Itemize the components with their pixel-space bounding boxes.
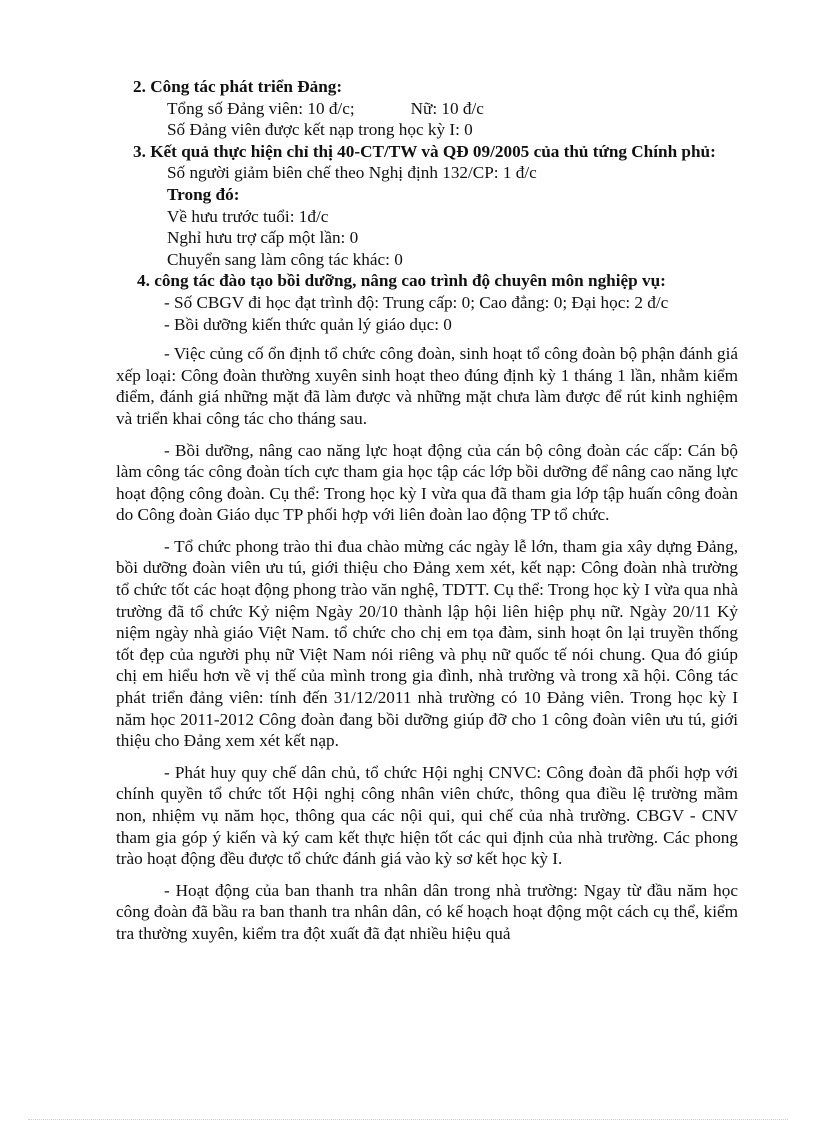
admitted-members: Số Đảng viên được kết nạp trong học kỳ I: 0 bbox=[167, 120, 473, 140]
page-bottom-divider bbox=[28, 1119, 788, 1120]
study-level: - Số CBGV đi học đạt trình độ: Trung cấp: 0; Cao đẳng: 0; Đại học: 2 đ/c bbox=[164, 292, 669, 312]
document-page bbox=[116, 76, 738, 945]
reduced-staff: Số người giảm biên chế theo Nghị định 132/CP: 1 đ/c bbox=[167, 163, 537, 183]
early-retirement: Về hưu trước tuổi: 1đ/c bbox=[167, 206, 329, 226]
management-training: - Bồi dưỡng kiến thức quản lý giáo dục: 0 bbox=[164, 314, 452, 334]
paragraph-union-organization: - Việc củng cố ổn định tổ chức công đoàn, sinh hoạt tổ công đoàn bộ phận đánh giá xếp loại: Công đoàn thường xuyên sinh hoạt theo đúng định kỳ 1 tháng 1 lần, nhằm kiểm điểm, đánh giá những mặt đã làm được và những mặt chưa làm được để rút kinh nghiệm và triển khai công tác cho tháng sau. bbox=[116, 344, 738, 428]
paragraph-people-inspection: - Hoạt động của ban thanh tra nhân dân trong nhà trường: Ngay từ đầu năm học công đoàn đã bầu ra ban thanh tra nhân dân, có kế hoạch hoạt động một cách cụ thể, kiểm tra thường xuyên, kiểm tra đột xuất đã đạt nhiều hiệu quả bbox=[116, 880, 738, 943]
paragraph-democracy-regulation: - Phát huy quy chế dân chủ, tổ chức Hội nghị CNVC: Công đoàn đã phối hợp với chính quyền tổ chức tốt Hội nghị công nhân viên chức, thông qua điều lệ trường mầm non, nhiệm vụ năm học, thông qua các nội qui, qui chế của nhà trường. CBGV - CNV tham gia góp ý kiến và ký cam kết thực hiện tốt các qui định của nhà trường. Các phong trào hoạt động đều được tổ chức đánh giá vào kỳ sơ kết học kỳ I. bbox=[116, 762, 738, 869]
party-members-line bbox=[116, 98, 738, 120]
total-members: Tổng số Đảng viên: 10 đ/c; bbox=[167, 98, 355, 118]
transfer-work: Chuyển sang làm công tác khác: 0 bbox=[167, 249, 403, 269]
female-members: Nữ: 10 đ/c bbox=[410, 98, 484, 118]
section-2-heading: 2. Công tác phát triển Đảng: bbox=[133, 77, 343, 96]
section-4-heading: 4. công tác đào tạo bồi dưỡng, nâng cao trình độ chuyên môn nghiệp vụ: bbox=[137, 271, 666, 291]
in-which-heading: Trong đó: bbox=[167, 184, 240, 204]
section-3-heading: 3. Kết quả thực hiện chỉ thị 40-CT/TW và QĐ 09/2005 của thủ tứng Chính phủ: bbox=[133, 141, 716, 161]
one-time-retirement: Nghỉ hưu trợ cấp một lần: 0 bbox=[167, 228, 359, 248]
paragraph-union-cadre-training: - Bồi dưỡng, nâng cao năng lực hoạt động của cán bộ công đoàn các cấp: Cán bộ làm công tác công đoàn tích cực tham gia học tập các lớp bồi dưỡng để nâng cao năng lực hoạt động công đoàn. Cụ thể: Trong học kỳ I vừa qua đã tham gia lớp tập huấn công đoàn do Công đoàn Giáo dục TP phối hợp với liên đoàn lao động TP tổ chức. bbox=[116, 440, 738, 525]
paragraph-emulation-movement: - Tổ chức phong trào thi đua chào mừng các ngày lễ lớn, tham gia xây dựng Đảng, bồi dưỡng đoàn viên ưu tú, giới thiệu cho Đảng xem xét, kết nạp: Công đoàn nhà trường tổ chức tốt các hoạt động phong trào văn nghệ, TDTT. Cụ thể: Trong học kỳ I vừa qua nhà trường đã tổ chức Kỷ niệm Ngày 20/10 thành lập hội liên hiệp phụ nữ. Ngày 20/11 Kỷ niệm ngày nhà giáo Việt Nam. tổ chức cho chị em tọa đàm, sinh hoạt ôn lại truyền thống tốt đẹp của người phụ nữ Việt Nam nói riêng và phụ nữ quốc tế nói chung. Qua đó giúp chị em hiểu hơn về vị thế của mình trong gia đình, nhà trường và trong xã hội. Công tác phát triển đảng viên: tính đến 31/12/2011 nhà trường có 10 Đảng viên. Trong học kỳ I năm học 2011-2012 Công đoàn đang bồi dưỡng giúp đỡ cho 1 công đoàn viên ưu tú, giới thiệu cho Đảng xem xét kết nạp. bbox=[116, 536, 738, 751]
